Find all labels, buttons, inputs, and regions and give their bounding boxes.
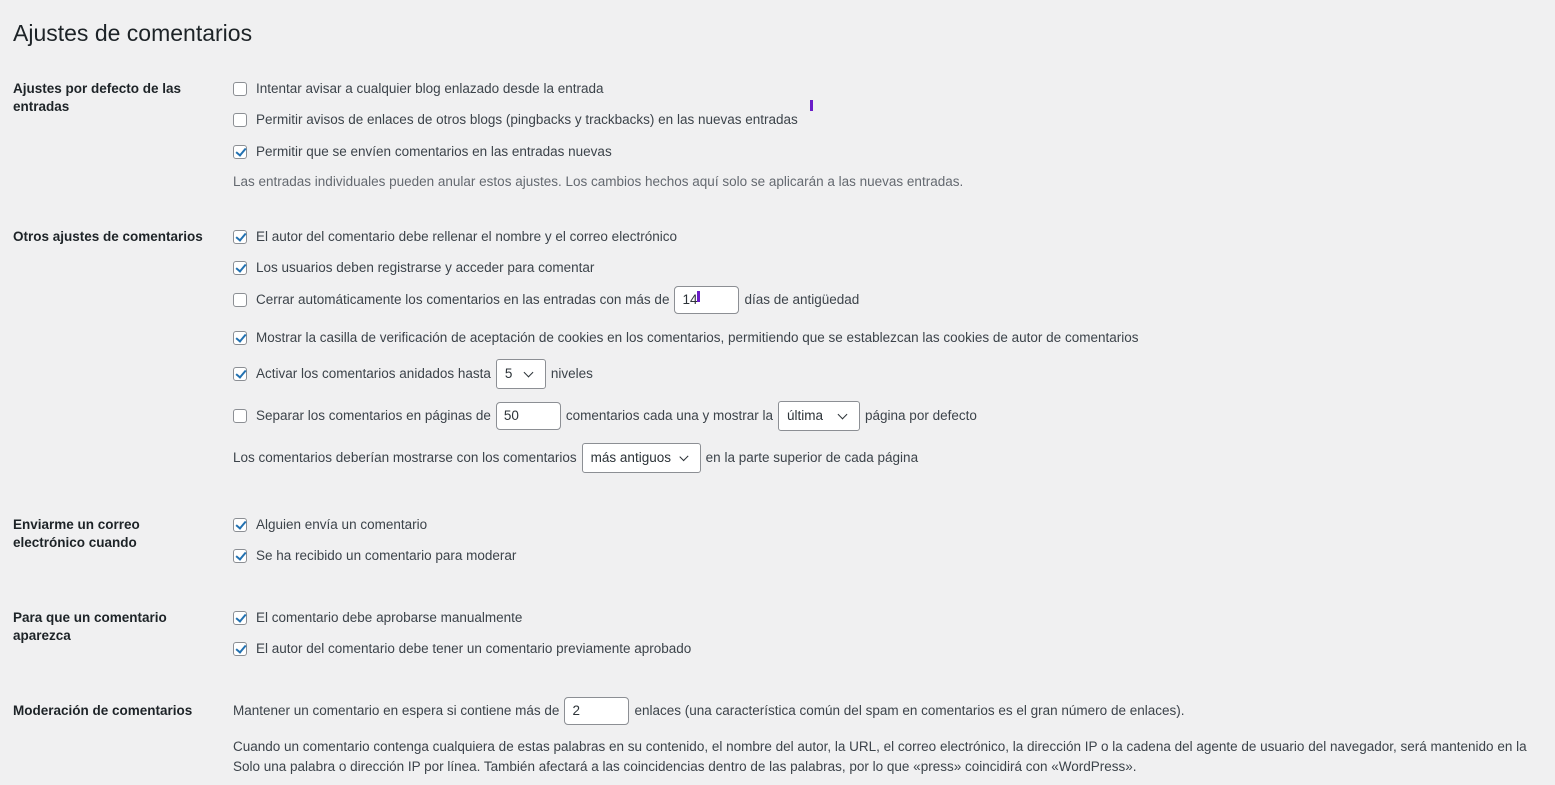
previously-approved-checkbox[interactable] [233,642,247,656]
chevron-down-icon [838,410,848,420]
allow-comments-checkbox[interactable] [233,145,247,159]
email-moderation-checkbox[interactable] [233,549,247,563]
registration-required-label: Los usuarios deben registrarse y acceder para comentar [256,260,595,275]
other-comment-settings-label: Otros ajustes de comentarios [13,229,203,244]
close-comments-checkbox[interactable] [233,293,247,307]
email-new-comment-option[interactable] [233,515,432,535]
thread-comments-checkbox[interactable] [233,367,247,381]
thread-comments-prefix: Activar los comentarios anidados hasta [256,366,491,381]
email-new-comment-checkbox[interactable] [233,518,247,532]
comment-order-suffix: en la parte superior de cada página [705,450,919,465]
cookies-opt-in-checkbox[interactable] [233,331,247,345]
allow-pingbacks-checkbox[interactable] [233,113,247,127]
moderation-keys-description [233,737,1555,777]
page-comments-prefix: Separar los comentarios en páginas de [256,408,491,423]
comments-per-page-value: 50 [503,408,519,423]
comment-order-select[interactable] [582,443,701,473]
allow-pingbacks-option[interactable] [233,110,803,130]
hold-links-input[interactable] [564,697,629,725]
text-cursor-marker [810,100,813,111]
page-comments-checkbox[interactable] [233,409,247,423]
previously-approved-label: El autor del comentario debe tener un comentario previamente aprobado [256,641,692,656]
hold-links-option [233,697,1190,725]
page-comments-option[interactable] [233,401,982,431]
notify-linked-blogs-label: Intentar avisar a cualquier blog enlazado desde la entrada [256,81,604,96]
hold-links-prefix: Mantener un comentario en espera si contiene más de [233,703,560,718]
comment-appear-label: Para que un comentario aparezca [13,610,167,643]
allow-comments-label: Permitir que se envíen comentarios en las entradas nuevas [256,144,612,159]
page-comments-middle: comentarios cada una y mostrar la [565,408,774,423]
close-comments-prefix: Cerrar automáticamente los comentarios en las entradas con más de [256,292,670,307]
default-post-settings-label: Ajustes por defecto de las entradas [13,81,182,114]
manual-approval-option[interactable] [233,608,527,628]
close-comments-option[interactable] [233,286,864,314]
hold-links-value: 2 [572,703,580,718]
require-name-email-option[interactable] [233,227,682,247]
manual-approval-checkbox[interactable] [233,611,247,625]
email-moderation-label: Se ha recibido un comentario para moderar [256,548,517,563]
notify-linked-blogs-option[interactable] [233,79,609,99]
comment-order-value: más antiguos [590,450,671,465]
page-title: Ajustes de comentarios [13,20,253,46]
comment-order-option [233,443,923,473]
cookies-opt-in-label: Mostrar la casilla de verificación de aceptación de cookies en los comentarios, permitiendo que se establezcan las cookies de autor de comentarios [256,330,1139,345]
previously-approved-option[interactable] [233,639,696,659]
allow-comments-option[interactable] [233,142,617,162]
text-cursor-marker [697,291,700,302]
page-comments-suffix: página por defecto [865,408,977,423]
registration-required-option[interactable] [233,258,599,278]
thread-comments-option[interactable] [233,359,598,389]
notify-linked-blogs-checkbox[interactable] [233,82,247,96]
comment-order-prefix: Los comentarios deberían mostrarse con los comentarios [233,450,577,465]
default-post-description: Las entradas individuales pueden anular estos ajustes. Los cambios hechos aquí solo se aplicarán a las nuevas entradas. [233,174,964,189]
default-comments-page-select[interactable] [778,401,860,431]
close-comments-days-value: 14 [682,292,698,307]
moderation-keys-line-2: Solo una palabra o dirección IP por línea. También afectará a las coincidencias dentro de las palabras, por lo que «press» coincidirá con «WordPress». [233,759,1137,774]
thread-depth-value: 5 [504,366,513,381]
registration-required-checkbox[interactable] [233,261,247,275]
close-comments-days-input[interactable] [674,286,739,314]
require-name-email-checkbox[interactable] [233,230,247,244]
email-me-label: Enviarme un correo electrónico cuando [13,517,140,550]
allow-pingbacks-label: Permitir avisos de enlaces de otros blogs (pingbacks y trackbacks) en las nuevas entradas [256,112,798,127]
comments-per-page-input[interactable] [496,402,561,430]
chevron-down-icon [523,368,533,378]
close-comments-suffix: días de antigüedad [744,292,860,307]
chevron-down-icon [679,452,688,461]
email-new-comment-label: Alguien envía un comentario [256,517,428,532]
hold-links-suffix: enlaces (una característica común del spam en comentarios es el gran número de enlaces). [634,703,1185,718]
comment-moderation-label: Moderación de comentarios [13,703,193,718]
require-name-email-label: El autor del comentario debe rellenar el nombre y el correo electrónico [256,229,677,244]
manual-approval-label: El comentario debe aprobarse manualmente [256,610,523,625]
thread-comments-suffix: niveles [550,366,593,381]
cookies-opt-in-option[interactable] [233,328,1143,348]
thread-depth-select[interactable] [496,359,546,389]
moderation-keys-line-1: Cuando un comentario contenga cualquiera de estas palabras en su contenido, el nombre del autor, la URL, el correo electrónico, la dirección IP o la cadena del agente de usuario del navegador, será mantenido en la [233,739,1527,754]
default-comments-page-value: última [787,408,824,423]
email-moderation-option[interactable] [233,546,521,566]
